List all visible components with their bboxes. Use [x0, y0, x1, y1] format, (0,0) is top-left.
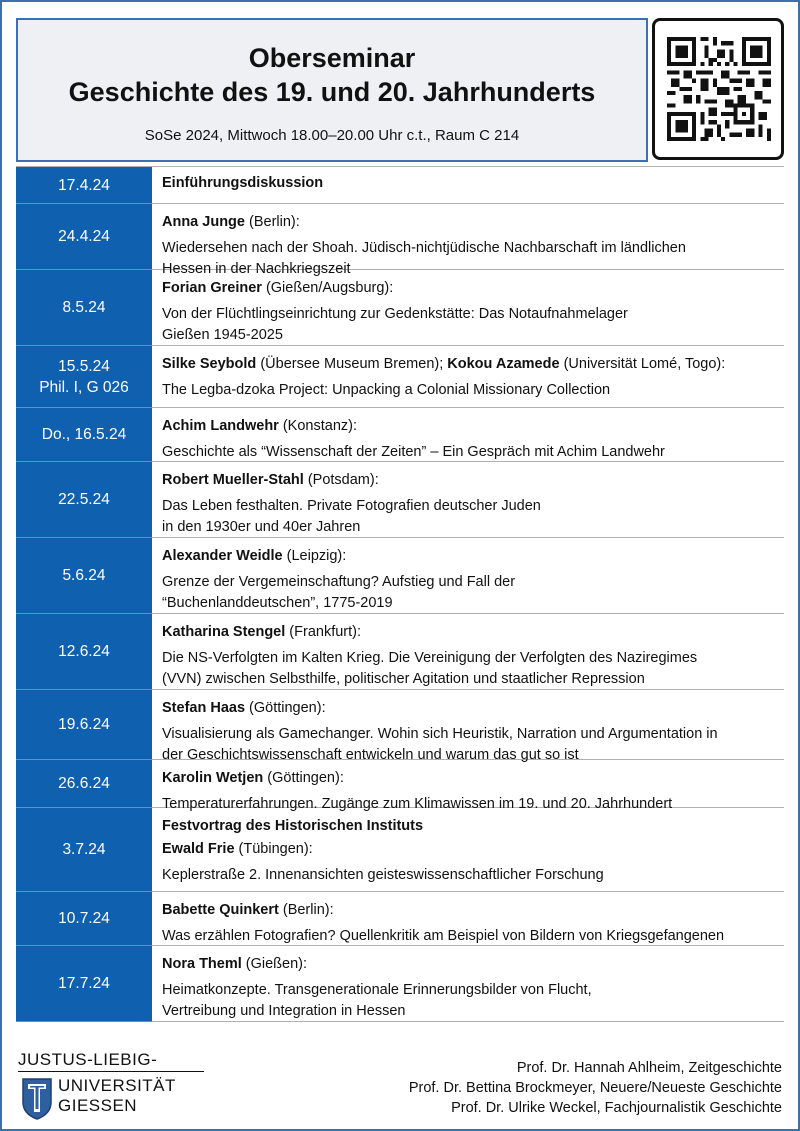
- speaker-affiliation: (Göttingen):: [263, 770, 344, 786]
- speaker-name: Achim Landwehr: [162, 418, 279, 434]
- speaker-name: Ewald Frie: [162, 841, 235, 857]
- session-date-text: 17.7.24: [58, 975, 110, 992]
- session-row: [16, 166, 784, 204]
- session-speaker-line: [162, 173, 323, 194]
- speaker-name: Katharina Stengel: [162, 624, 286, 640]
- session-row: [16, 760, 784, 812]
- session-date: [16, 270, 152, 346]
- session-date-text: 3.7.24: [62, 841, 106, 858]
- session-content: [152, 462, 784, 537]
- session-row: [16, 204, 784, 277]
- session-row: [16, 808, 784, 892]
- session-title: Das Leben festhalten. Private Fotografien deutscher Juden in den 1930er und 40er Jahren: [162, 498, 541, 535]
- organizers: [409, 1058, 782, 1118]
- speaker-name: Einführungsdiskussion: [162, 174, 324, 191]
- session-title: Geschichte als “Wissenschaft der Zeiten” – Ein Gespräch mit Achim Landwehr: [162, 444, 665, 460]
- session-date-text: 12.6.24: [58, 643, 110, 660]
- session-event-label: Festvortrag des Historischen Instituts: [162, 818, 424, 834]
- session-date-text: 24.4.24: [58, 228, 110, 245]
- speaker-name: Forian Greiner: [162, 280, 262, 296]
- speaker-affiliation: (Frankfurt):: [285, 624, 362, 640]
- session-content: [152, 167, 784, 203]
- session-row: [16, 892, 784, 946]
- organizer-3: Prof. Dr. Ulrike Weckel, Fachjournalistik Geschichte: [451, 1100, 782, 1116]
- session-content: [152, 808, 784, 891]
- session-date: [16, 614, 152, 690]
- session-date: [16, 892, 152, 946]
- session-row: [16, 538, 784, 614]
- session-date: [16, 808, 152, 892]
- title-line-1: Oberseminar: [248, 43, 416, 73]
- subtitle: SoSe 2024, Mittwoch 18.00–20.00 Uhr c.t., Raum C 214: [144, 127, 520, 144]
- session-speaker-line: [162, 416, 778, 437]
- session-speaker-line: [162, 698, 778, 719]
- session-title: Grenze der Vergemeinschaftung? Aufstieg und Fall der “Buchenlanddeutschen”, 1775-2019: [162, 574, 516, 611]
- university-crest-icon: [22, 1078, 52, 1120]
- logo-rule: [18, 1071, 204, 1072]
- session-date: [16, 408, 152, 462]
- speaker-affiliation: (Berlin):: [278, 902, 334, 918]
- logo-line-2: UNIVERSITÄT: [58, 1076, 176, 1095]
- speaker-affiliation: (Übersee Museum Bremen);: [256, 356, 448, 372]
- session-date-text: 22.5.24: [58, 491, 110, 508]
- speaker-name: Silke Seybold: [162, 356, 257, 372]
- speaker-name: Nora Theml: [162, 956, 242, 972]
- session-date: [16, 538, 152, 614]
- session-speaker-line: [162, 470, 778, 491]
- session-content: [152, 892, 784, 945]
- session-content: [152, 204, 784, 277]
- session-title: Von der Flüchtlingseinrichtung zur Gedenkstätte: Das Notaufnahmelager Gießen 1945-2025: [162, 306, 628, 343]
- session-speaker-line: [162, 546, 778, 567]
- session-date: [16, 167, 152, 204]
- session-title: Visualisierung als Gamechanger. Wohin sich Heuristik, Narration und Argumentation in der Geschichtswissenschaft entwickeln und warum das gut so ist: [162, 726, 718, 763]
- session-date-text: 10.7.24: [58, 910, 110, 927]
- session-title: Temperaturerfahrungen. Zugänge zum Klimawissen im 19. und 20. Jahrhundert: [162, 796, 673, 812]
- session-row: [16, 408, 784, 462]
- session-date: [16, 204, 152, 270]
- session-content: [152, 946, 784, 1021]
- session-date-text: 5.6.24: [62, 567, 106, 584]
- session-content: [152, 346, 784, 407]
- speaker-name: Kokou Azamede: [447, 356, 560, 372]
- session-row: [16, 462, 784, 538]
- title-line-2: Geschichte des 19. und 20. Jahrhunderts: [68, 77, 596, 107]
- speaker-affiliation: (Berlin):: [244, 214, 300, 230]
- speaker-name: Alexander Weidle: [162, 548, 283, 564]
- speaker-affiliation: (Gießen/Augsburg):: [261, 280, 394, 296]
- session-speaker-line: [162, 622, 778, 643]
- session-row: [16, 270, 784, 346]
- session-date-text: 17.4.24: [58, 176, 110, 194]
- session-schedule: [16, 166, 784, 1022]
- session-speaker-line: [162, 839, 778, 860]
- session-date: [16, 760, 152, 808]
- speaker-affiliation: (Leipzig):: [282, 548, 347, 564]
- speaker-affiliation: (Gießen):: [241, 956, 308, 972]
- session-title: Die NS-Verfolgten im Kalten Krieg. Die Vereinigung der Verfolgten des Naziregimes (VVN) zwischen Selbsthilfe, politischer Agitation und staatlicher Repression: [162, 650, 698, 687]
- speaker-name: Babette Quinkert: [162, 902, 279, 918]
- session-date-text: 8.5.24: [62, 299, 106, 316]
- session-title: The Legba-dzoka Project: Unpacking a Colonial Missionary Collection: [162, 382, 611, 398]
- speaker-affiliation: (Göttingen):: [245, 700, 326, 716]
- organizer-2: Prof. Dr. Bettina Brockmeyer, Neuere/Neueste Geschichte: [408, 1080, 782, 1096]
- speaker-affiliation: (Tübingen):: [234, 841, 313, 857]
- speaker-affiliation: (Universität Lomé, Togo):: [559, 356, 726, 372]
- session-speaker-line: [162, 212, 778, 233]
- session-speaker-line: [162, 354, 778, 375]
- speaker-affiliation: (Konstanz):: [278, 418, 357, 434]
- session-date: [16, 946, 152, 1022]
- session-speaker-line: [162, 768, 778, 789]
- session-content: [152, 690, 784, 763]
- session-row: [16, 346, 784, 408]
- session-content: [152, 408, 784, 461]
- session-row: [16, 614, 784, 690]
- session-speaker-line: [162, 278, 778, 299]
- session-room-text: Phil. I, G 026: [39, 378, 129, 396]
- organizer-1: Prof. Dr. Hannah Ahlheim, Zeitgeschichte: [516, 1060, 782, 1076]
- session-title: Keplerstraße 2. Innenansichten geisteswissenschaftlicher Forschung: [162, 867, 604, 883]
- logo-line-1: JUSTUS-LIEBIG-: [18, 1050, 158, 1069]
- qr-code: [652, 18, 784, 160]
- session-speaker-line: [162, 900, 778, 921]
- session-speaker-line: [162, 954, 778, 975]
- speaker-name: Anna Junge: [162, 214, 245, 230]
- speaker-name: Stefan Haas: [162, 700, 246, 716]
- session-date-text: Do., 16.5.24: [41, 426, 127, 443]
- session-title: Heimatkonzepte. Transgenerationale Erinnerungsbilder von Flucht, Vertreibung und Integration in Hessen: [162, 982, 592, 1019]
- header-box: [16, 18, 648, 162]
- session-date: [16, 690, 152, 760]
- speaker-name: Robert Mueller-Stahl: [162, 472, 304, 488]
- university-logo: [16, 1050, 206, 1126]
- session-content: [152, 614, 784, 689]
- session-date-text: 19.6.24: [58, 716, 110, 733]
- session-row: [16, 690, 784, 763]
- logo-line-3: GIESSEN: [58, 1096, 138, 1115]
- session-date-text: 26.6.24: [58, 775, 110, 792]
- session-date: [16, 462, 152, 538]
- speaker-affiliation: (Potsdam):: [303, 472, 379, 488]
- session-title: Wiedersehen nach der Shoah. Jüdisch-nichtjüdische Nachbarschaft im ländlichen Hessen in der Nachkriegszeit: [162, 240, 686, 277]
- session-date: [16, 346, 152, 408]
- session-title: Was erzählen Fotografien? Quellenkritik am Beispiel von Bildern von Kriegsgefangenen: [162, 928, 725, 944]
- session-row: [16, 946, 784, 1022]
- qr-code-icon: [667, 37, 771, 141]
- session-content: [152, 760, 784, 812]
- speaker-name: Karolin Wetjen: [162, 770, 264, 786]
- session-date-text: 15.5.24: [58, 357, 110, 375]
- session-content: [152, 270, 784, 345]
- session-content: [152, 538, 784, 613]
